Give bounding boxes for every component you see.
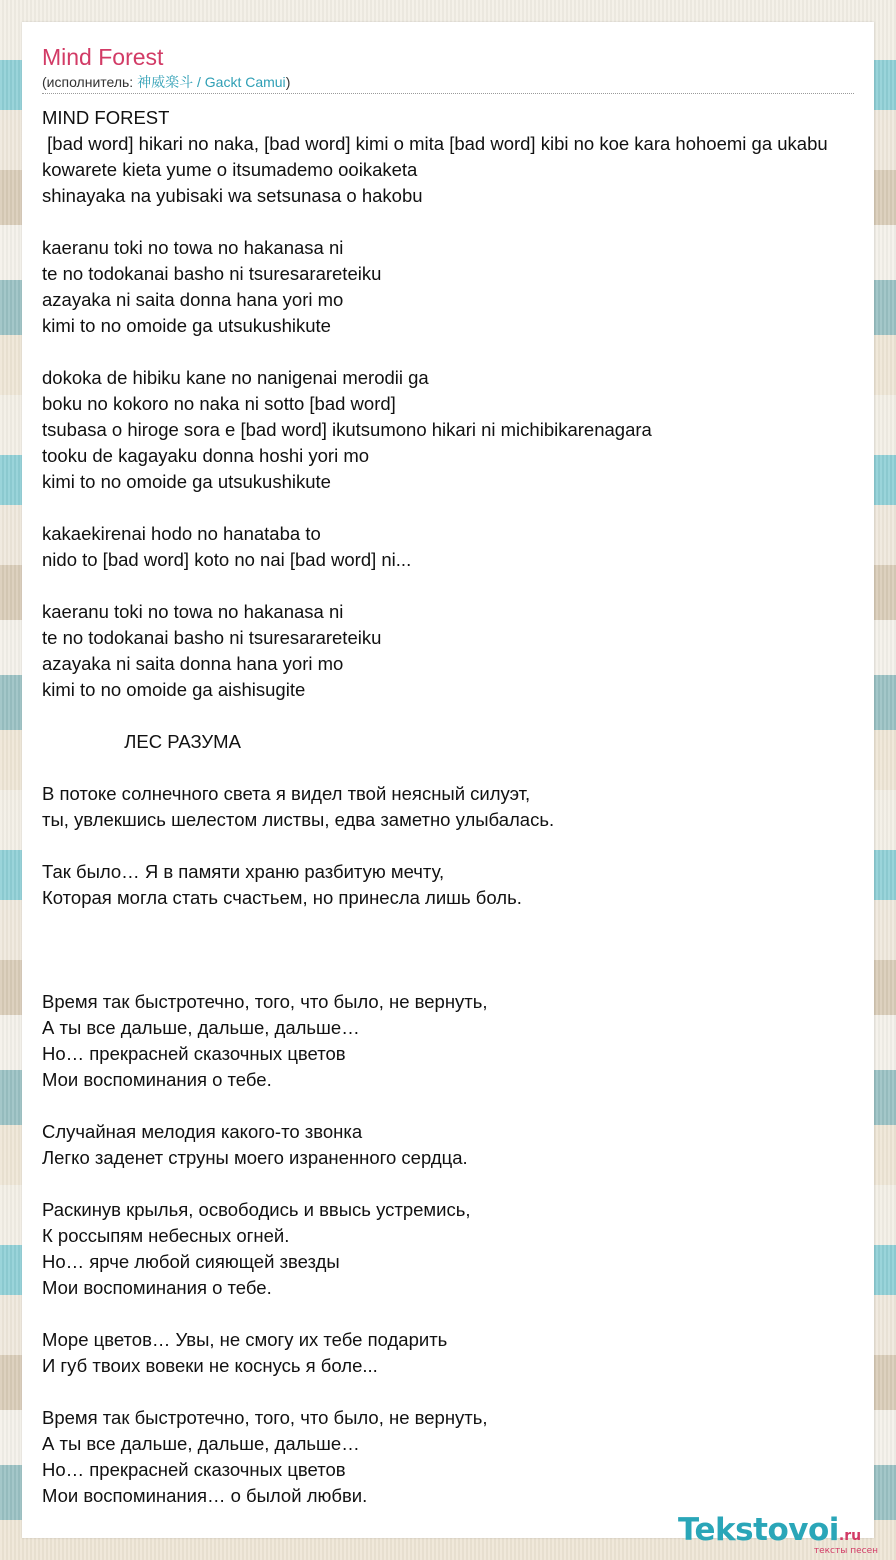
logo-main-text: Tekstovoi	[678, 1512, 839, 1548]
logo-tagline: тексты песен	[813, 1546, 878, 1556]
logo-tld: .ru	[838, 1528, 862, 1544]
site-logo[interactable]	[678, 1512, 888, 1556]
song-title: Mind Forest	[42, 44, 164, 70]
lyrics-card	[22, 22, 874, 1538]
lyrics-text: MIND FOREST [bad word] hikari no naka, [bad word] kimi o mita [bad word] kibi no koe kara hohoemi ga ukabu kowarete kieta yume o itsumademo ooikaketa shinayaka na yubisaki wa setsunasa o hakobu kaeranu toki no towa no hakanasa ni te no todokanai basho ni tsuresarareteiku azayaka ni saita donna hana yori mo kimi to no omoide ga utsukushikute dokoka de hibiku kane no nanigenai merodii ga boku no kokoro no naka ni sotto [bad word] tsubasa o hiroge sora e [bad word] ikutsumono hikari ni michibikarenagara tooku de kagayaku donna hoshi yori mo kimi to no omoide ga utsukushikute kakaekirenai hodo no hanataba to nido to [bad word] koto no nai [bad word] ni... kaeranu toki no towa no hakanasa ni te no todokanai basho ni tsuresarareteiku azayaka ni saita donna hana yori mo kimi to no omoide ga aishisugite ЛЕС РАЗУМА В потоке солнечного света я видел твой неясный силуэт, ты, увлекшись шелестом листвы, едва заметно улыбалась. Так было… Я в памяти храню разбитую мечту, Которая могла стать счастьем, но принесла лишь боль. Время так быстротечно, того, что было, не вернуть, А ты все дальше, дальше, дальше… Но… прекрасней сказочных цветов Мои воспоминания о тебе. Случайная мелодия какого-то звонка Легко заденет струны моего израненного сердца. Раскинув крылья, освободись и ввысь устремись, К россыпям небесных огней. Но… ярче любой сияющей звезды Мои воспоминания о тебе. Море цветов… Увы, не смогу их тебе подарить И губ твоих вовеки не коснусь я боле... Время так быстротечно, того, что было, не вернуть, А ты все дальше, дальше, дальше… Но… прекрасней сказочных цветов Мои воспоминания… о былой любви.	[42, 107, 828, 1506]
title-divider	[42, 93, 854, 94]
artist-prefix: (исполнитель:	[42, 74, 138, 90]
artist-line	[42, 73, 290, 91]
artist-suffix: )	[285, 74, 291, 90]
artist-link[interactable]: 神威楽斗 / Gackt Camui	[137, 74, 286, 90]
